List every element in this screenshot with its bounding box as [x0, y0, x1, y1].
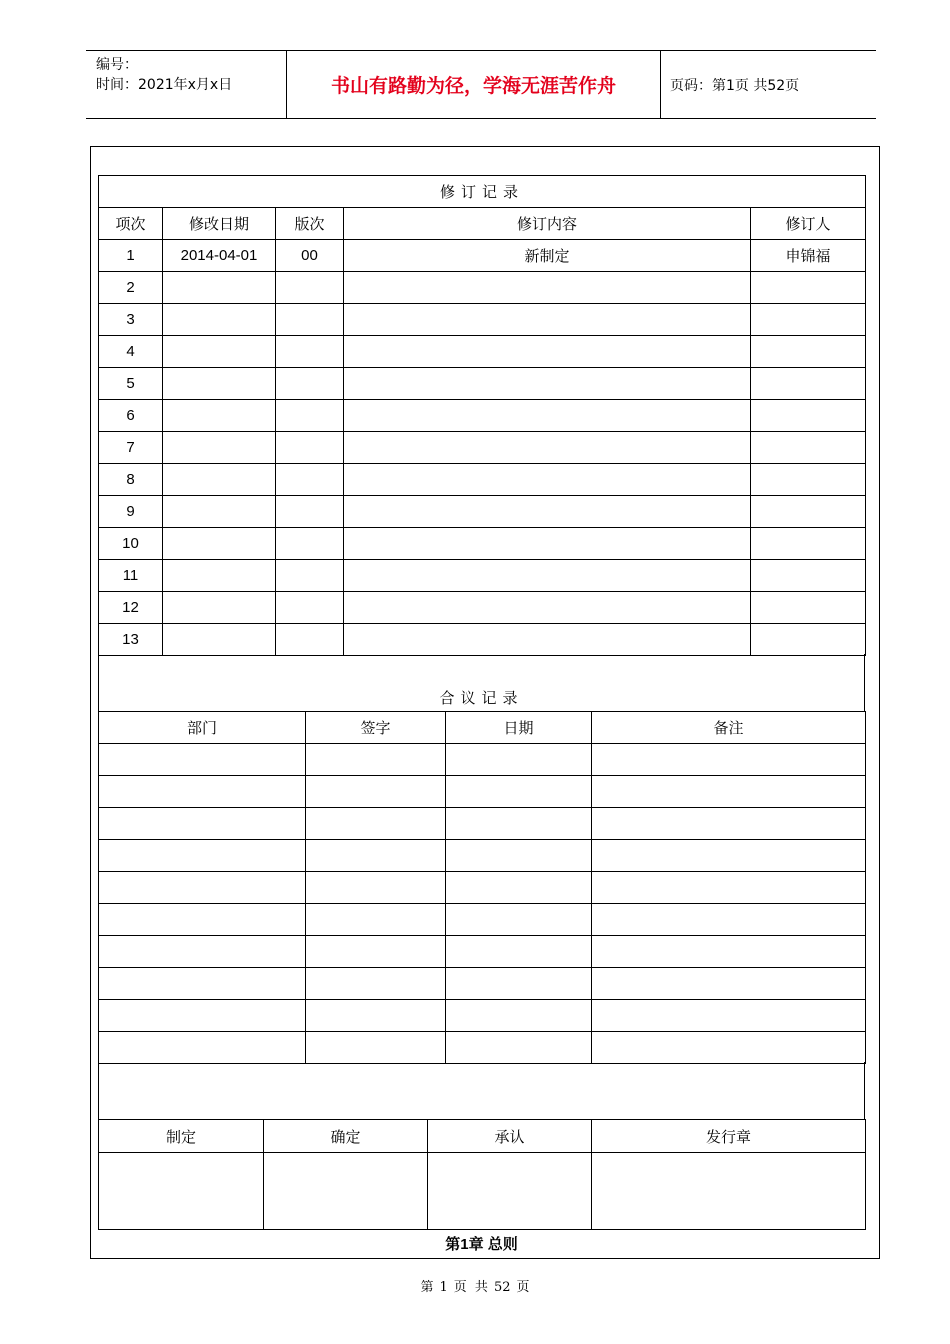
- reviser-cell: [751, 592, 866, 624]
- revision-title-row: [99, 176, 866, 208]
- version-cell: [276, 400, 344, 432]
- countersign-row: [99, 872, 866, 904]
- stamp-cell: [592, 1153, 866, 1230]
- version-cell: [276, 592, 344, 624]
- countersign-cell: [306, 968, 446, 1000]
- page-header: [86, 50, 876, 119]
- countersign-table: [98, 711, 866, 1064]
- page-footer: [0, 1276, 950, 1295]
- item-number-cell: 6: [99, 400, 163, 432]
- version-cell: [276, 464, 344, 496]
- revision-row: [99, 304, 866, 336]
- item-number-cell: 11: [99, 560, 163, 592]
- modify-date-cell: [163, 464, 276, 496]
- revision-row: [99, 464, 866, 496]
- version-cell: [276, 272, 344, 304]
- countersign-row: [99, 904, 866, 936]
- countersign-cell: [99, 968, 306, 1000]
- column-header: 确定: [264, 1120, 428, 1153]
- countersign-cell: [99, 1032, 306, 1064]
- revision-content-cell: [344, 560, 751, 592]
- countersign-cell: [306, 744, 446, 776]
- countersign-row: [99, 936, 866, 968]
- signature-cell: [264, 1153, 428, 1230]
- revision-content-cell: [344, 368, 751, 400]
- revision-row: [99, 336, 866, 368]
- countersign-cell: [446, 872, 592, 904]
- modify-date-cell: [163, 560, 276, 592]
- modify-date-cell: [163, 272, 276, 304]
- column-header: 项次: [99, 208, 163, 240]
- countersign-cell: [446, 744, 592, 776]
- revision-row: [99, 272, 866, 304]
- countersign-cell: [306, 1000, 446, 1032]
- version-cell: [276, 496, 344, 528]
- column-header: 部门: [99, 712, 306, 744]
- countersign-row: [99, 840, 866, 872]
- item-number-cell: 3: [99, 304, 163, 336]
- revision-content-cell: [344, 304, 751, 336]
- revision-title: 修订记录: [99, 176, 866, 208]
- countersign-cell: [99, 1000, 306, 1032]
- column-header: 发行章: [592, 1120, 866, 1153]
- signature-cell: [428, 1153, 592, 1230]
- blank-area: [98, 1062, 865, 1120]
- countersign-cell: [446, 936, 592, 968]
- revision-row: [99, 496, 866, 528]
- footer-suffix: 页: [516, 1280, 530, 1295]
- version-cell: [276, 336, 344, 368]
- revision-header-row: [99, 208, 866, 240]
- modify-date-cell: [163, 336, 276, 368]
- item-number-cell: 4: [99, 336, 163, 368]
- version-cell: [276, 624, 344, 656]
- countersign-cell: [99, 936, 306, 968]
- countersign-cell: [306, 776, 446, 808]
- revision-content-cell: [344, 432, 751, 464]
- countersign-cell: [592, 968, 866, 1000]
- countersign-header-row: [99, 712, 866, 744]
- reviser-cell: [751, 432, 866, 464]
- item-number-cell: 5: [99, 368, 163, 400]
- modify-date-cell: [163, 624, 276, 656]
- chapter-heading: 第1章 总则: [445, 1236, 518, 1253]
- header-motto: 书山有路勤为径，学海无涯苦作舟: [330, 75, 616, 97]
- revision-row: [99, 560, 866, 592]
- countersign-cell: [592, 872, 866, 904]
- item-number-cell: 7: [99, 432, 163, 464]
- countersign-title: 合议记录: [439, 689, 524, 707]
- version-cell: [276, 560, 344, 592]
- reviser-cell: [751, 528, 866, 560]
- countersign-cell: [99, 904, 306, 936]
- revision-table: [98, 175, 866, 656]
- countersign-cell: [306, 872, 446, 904]
- modify-date-cell: [163, 496, 276, 528]
- countersign-cell: [592, 1000, 866, 1032]
- modify-date-cell: [163, 592, 276, 624]
- countersign-row: [99, 808, 866, 840]
- countersign-row: [99, 1000, 866, 1032]
- countersign-row: [99, 744, 866, 776]
- reviser-cell: [751, 304, 866, 336]
- column-header: 修订内容: [344, 208, 751, 240]
- reviser-cell: [751, 496, 866, 528]
- revision-content-cell: [344, 400, 751, 432]
- reviser-cell: [751, 624, 866, 656]
- countersign-cell: [592, 808, 866, 840]
- revision-content-cell: [344, 272, 751, 304]
- version-cell: [276, 368, 344, 400]
- modify-date-cell: [163, 400, 276, 432]
- approval-table: [98, 1119, 866, 1230]
- reviser-cell: [751, 464, 866, 496]
- countersign-cell: [446, 1000, 592, 1032]
- countersign-cell: [446, 968, 592, 1000]
- signature-cell: [99, 1153, 264, 1230]
- column-header: 承认: [428, 1120, 592, 1153]
- revision-content-cell: [344, 592, 751, 624]
- modify-date-cell: [163, 528, 276, 560]
- revision-content-cell: [344, 496, 751, 528]
- modify-date-cell: [163, 368, 276, 400]
- column-header: 版次: [276, 208, 344, 240]
- column-header: 签字: [306, 712, 446, 744]
- countersign-cell: [306, 808, 446, 840]
- countersign-cell: [446, 808, 592, 840]
- column-header: 制定: [99, 1120, 264, 1153]
- countersign-cell: [306, 904, 446, 936]
- revision-content-cell: [344, 336, 751, 368]
- countersign-cell: [592, 904, 866, 936]
- header-divider: [660, 51, 661, 118]
- header-meta: [96, 55, 286, 95]
- version-cell: [276, 528, 344, 560]
- countersign-cell: [99, 872, 306, 904]
- revision-row: [99, 240, 866, 272]
- countersign-cell: [306, 936, 446, 968]
- revision-content-cell: 新制定: [344, 240, 751, 272]
- footer-middle: 页 共: [453, 1280, 488, 1295]
- header-page-label: 页码：第1页 共52页: [670, 77, 800, 94]
- countersign-cell: [446, 1032, 592, 1064]
- code-label: 编号：: [96, 57, 138, 73]
- revision-row: [99, 624, 866, 656]
- item-number-cell: 12: [99, 592, 163, 624]
- item-number-cell: 1: [99, 240, 163, 272]
- footer-page-number: 1: [439, 1280, 448, 1295]
- modify-date-cell: [163, 304, 276, 336]
- item-number-cell: 2: [99, 272, 163, 304]
- revision-content-cell: [344, 464, 751, 496]
- footer-prefix: 第: [420, 1280, 434, 1295]
- countersign-row: [99, 968, 866, 1000]
- revision-row: [99, 592, 866, 624]
- countersign-cell: [592, 936, 866, 968]
- countersign-title-area: [98, 654, 865, 712]
- revision-row: [99, 528, 866, 560]
- countersign-row: [99, 776, 866, 808]
- countersign-cell: [306, 840, 446, 872]
- revision-content-cell: [344, 528, 751, 560]
- countersign-cell: [592, 840, 866, 872]
- modify-date-cell: 2014-04-01: [163, 240, 276, 272]
- version-cell: [276, 304, 344, 336]
- version-cell: [276, 432, 344, 464]
- footer-total-pages: 52: [493, 1280, 511, 1295]
- reviser-cell: [751, 400, 866, 432]
- column-header: 日期: [446, 712, 592, 744]
- column-header: 修改日期: [163, 208, 276, 240]
- approval-header-row: [99, 1120, 866, 1153]
- reviser-cell: [751, 336, 866, 368]
- countersign-cell: [592, 776, 866, 808]
- reviser-cell: 申锦福: [751, 240, 866, 272]
- countersign-cell: [446, 776, 592, 808]
- countersign-cell: [446, 840, 592, 872]
- item-number-cell: 10: [99, 528, 163, 560]
- countersign-cell: [99, 840, 306, 872]
- reviser-cell: [751, 560, 866, 592]
- countersign-cell: [592, 1032, 866, 1064]
- reviser-cell: [751, 272, 866, 304]
- column-header: 备注: [592, 712, 866, 744]
- countersign-cell: [446, 904, 592, 936]
- revision-row: [99, 368, 866, 400]
- time-label: 时间：2021年x月x日: [96, 77, 233, 93]
- column-header: 修订人: [751, 208, 866, 240]
- modify-date-cell: [163, 432, 276, 464]
- approval-sign-row: [99, 1153, 866, 1230]
- countersign-row: [99, 1032, 866, 1064]
- version-cell: 00: [276, 240, 344, 272]
- item-number-cell: 8: [99, 464, 163, 496]
- reviser-cell: [751, 368, 866, 400]
- revision-content-cell: [344, 624, 751, 656]
- revision-row: [99, 432, 866, 464]
- revision-row: [99, 400, 866, 432]
- countersign-cell: [99, 744, 306, 776]
- item-number-cell: 9: [99, 496, 163, 528]
- countersign-cell: [592, 744, 866, 776]
- countersign-cell: [99, 776, 306, 808]
- countersign-cell: [99, 808, 306, 840]
- item-number-cell: 13: [99, 624, 163, 656]
- countersign-cell: [306, 1032, 446, 1064]
